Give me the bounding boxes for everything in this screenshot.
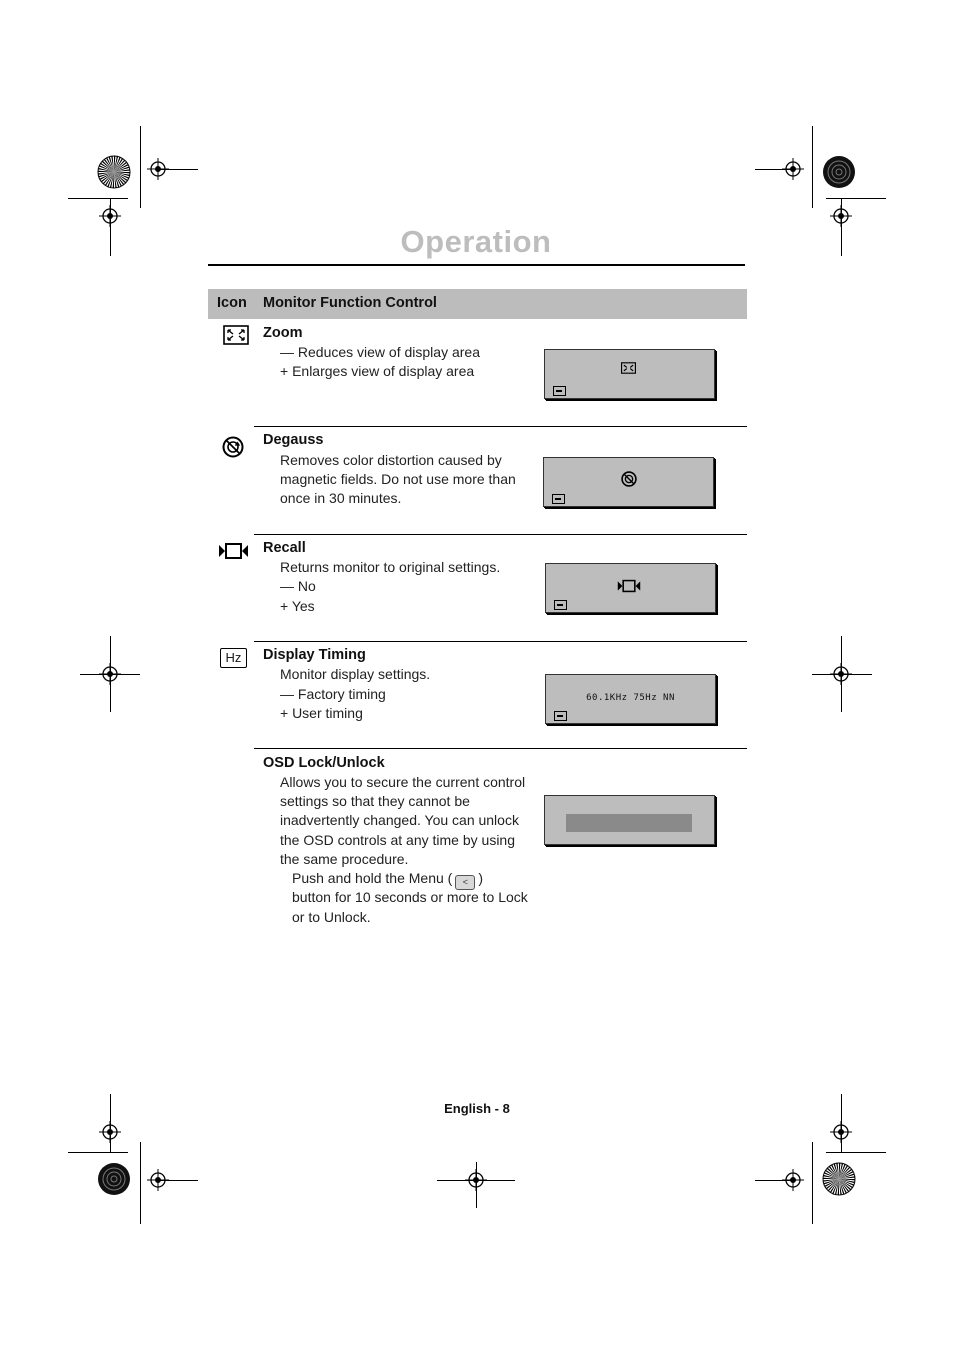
osd-lock-push-line-3: or to Unlock. [292,909,371,925]
recall-icon [218,542,249,560]
osd-lock-line-3: inadvertently changed. You can unlock [280,812,519,828]
page-footer: English - 8 [444,1101,510,1116]
degauss-heading: Degauss [263,432,324,448]
osd-lock-line-5: the same procedure. [280,851,409,867]
osd-lock-heading: OSD Lock/Unlock [263,755,385,771]
osd-lock-line-2: settings so that they cannot be [280,793,470,809]
zoom-heading: Zoom [263,325,303,341]
recall-line-2: — No [280,578,316,594]
osd-screen-degauss [543,457,714,507]
recall-line-3: + Yes [280,598,315,614]
timing-line-3: + User timing [280,705,363,721]
timing-line-2: — Factory timing [280,686,386,702]
degauss-icon [621,471,637,487]
degauss-icon [222,436,244,458]
section-divider [254,534,747,535]
registration-dark-wheel-icon [822,155,856,189]
zoom-icon [223,325,249,345]
registration-dark-wheel-icon [97,1162,131,1196]
section-divider [254,426,747,427]
push-text-before: Push and hold the Menu ( [292,870,453,886]
hz-icon [220,648,247,668]
osd-lock-line-4: the OSD controls at any time by using [280,832,515,848]
lock-status-bar [566,814,692,832]
enter-icon [554,711,567,721]
section-divider [254,641,747,642]
osd-screen-zoom [544,349,715,399]
enter-icon [552,494,565,504]
degauss-line-1: Removes color distortion caused by [280,452,502,468]
crosshair-icon [99,1121,121,1143]
column-header-icon: Icon [217,295,247,311]
menu-button-icon: < [455,875,475,890]
page-title: Operation [400,224,552,259]
zoom-line-1: — Reduces view of display area [280,344,480,360]
timing-heading: Display Timing [263,647,366,663]
osd-lock-line-1: Allows you to secure the current control [280,774,526,790]
degauss-line-3: once in 30 minutes. [280,490,402,506]
osd-lock-push-line-2: button for 10 seconds or more to Lock [292,889,528,905]
enter-icon [553,386,566,396]
hz-icon-label: Hz [225,650,242,665]
crosshair-icon [830,663,852,685]
osd-screen-recall [545,563,716,613]
table-header [208,289,747,319]
column-header-function: Monitor Function Control [263,295,437,311]
osd-screen-timing [545,674,716,724]
recall-line-1: Returns monitor to original settings. [280,559,501,575]
osd-screen-lock [544,795,715,845]
crosshair-icon [99,205,121,227]
timing-readout: 60.1KHz 75Hz NN [586,693,675,703]
push-text-after: ) [478,870,484,886]
registration-wheel-icon [97,155,131,189]
recall-heading: Recall [263,540,306,556]
crosshair-icon [830,205,852,227]
zoom-line-2: + Enlarges view of display area [280,363,475,379]
recall-icon [617,579,641,593]
crosshair-icon [99,663,121,685]
registration-wheel-icon [822,1162,856,1196]
degauss-line-2: magnetic fields. Do not use more than [280,471,516,487]
timing-line-1: Monitor display settings. [280,666,431,682]
title-rule [208,264,745,266]
crosshair-icon [830,1121,852,1143]
section-divider [254,748,747,749]
osd-lock-push-line [292,869,483,890]
zoom-icon [621,362,636,374]
enter-icon [554,600,567,610]
